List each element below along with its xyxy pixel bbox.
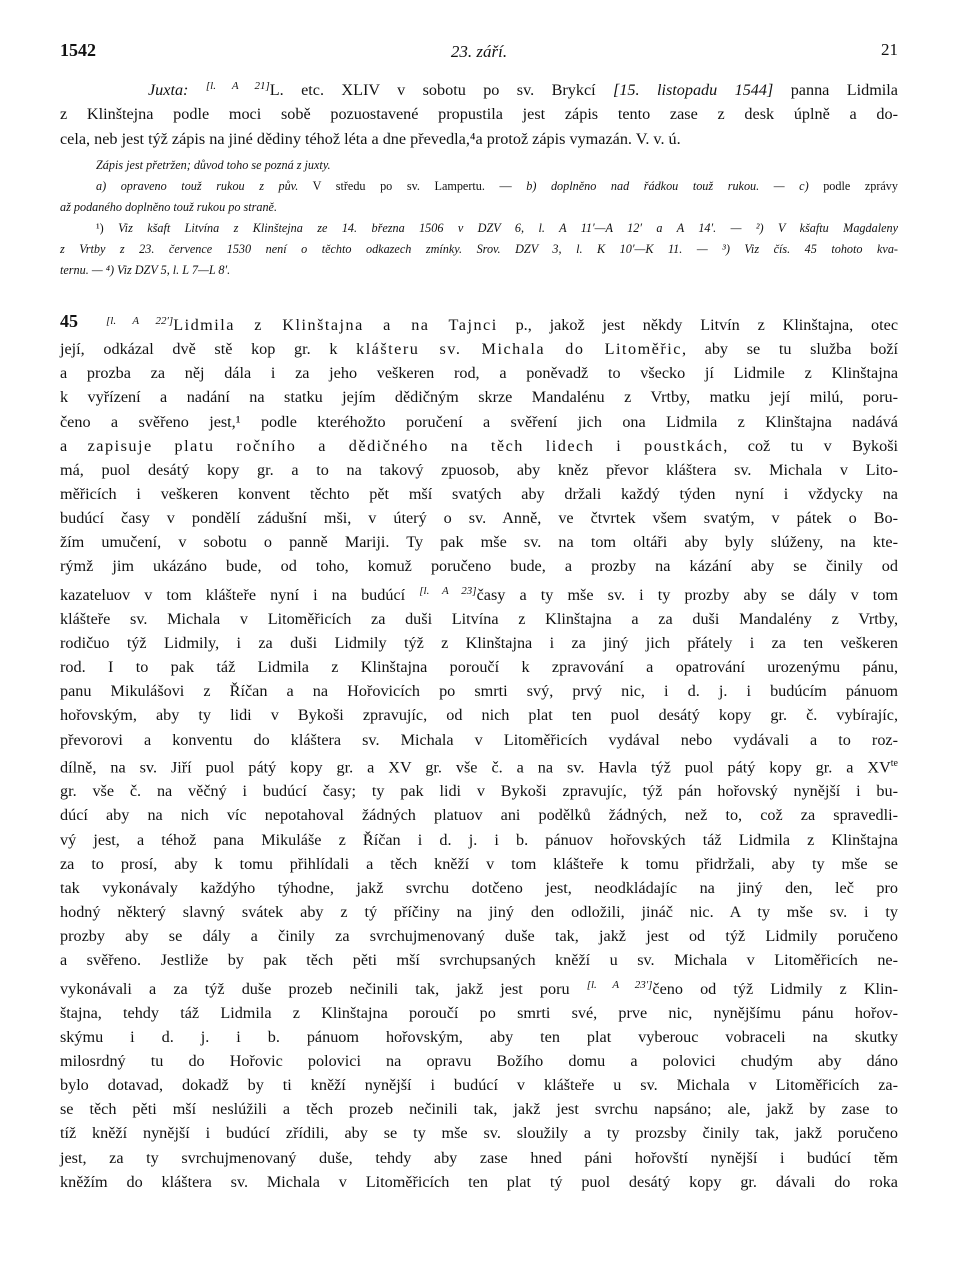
- entry-number: 45: [60, 310, 78, 331]
- text-line: tak vykonávaly každýho týhodne, jakž svrchu dotčeno jest, neodkládajíc na jiný den, leč pro: [60, 878, 898, 897]
- text-line: vý jest, a téhož pana Mikuláše z Říčan i d. j. i b. pánuov hořovských táž Lidmila z Klinštajna: [60, 830, 898, 849]
- text-line: žím umučení, v sobotu o panně Mariji. Ty pak mše sv. na tom oltáři aby byly slúženy, na kte-: [60, 533, 898, 552]
- text-line: převorovi a konventu do kláštera sv. Michala v Litoměřicích vydával nebo vydávali a to roz-: [60, 730, 898, 749]
- text-line: cela, neb jest týž zápis na jiné dědiny téhož léta a dne převedla,⁴a protož zápis vymazán. V. v. ú.: [60, 129, 681, 148]
- text-line: a zapisuje platu ročního a dědičného na těch lidech i poustkách, což tu v Bykoši: [60, 436, 899, 455]
- text-line: a svěřeno. Jestliže by pak těch pěti mší svrchupsaných kněží u sv. Michala v Litoměřicích ne-: [60, 951, 898, 970]
- document-page: [60, 40, 898, 1194]
- header-year: 1542: [60, 40, 96, 60]
- text-line: čeno a svěřeno jest,¹ podle kteréhožto poručení a svěření jich ona Lidmila z Klinštajna nadává: [60, 412, 898, 431]
- footnote: ¹) Viz kšaft Litvína z Klinštejna ze 14. března 1506 v DZV 6, l. A 11′—A 12′ a A 14′. — ²) V kšaftu Magdaleny: [96, 220, 899, 235]
- struck-note: Zápis jest přetržen; důvod toho se pozná z juxty.: [96, 157, 331, 172]
- text-line: hodný některý slavný svátek aby z tý příčiny na jiný den odložili, jináč nic. A ty mše sv. i ty: [60, 903, 898, 922]
- text-line: hořovským, aby ty lidi v Bykoši zpravujíc, od nich plat ten puol desátý kopy gr. č. vybírajíc,: [60, 706, 898, 725]
- page-number: 21: [881, 40, 898, 59]
- text-line: [l. A 22′]Lidmila z Klinštajna a na Tajnci p., jakož jest někdy Litvín z Klinštajna, otec: [106, 314, 899, 334]
- text-line: rýmž jim ukázáno bude, od toho, komuž poručeno bude, a prozby na kázání aby se činily od: [60, 557, 898, 576]
- text-line: tíž kněží nynější i budúcí zřídili, aby se ty mše sv. sloužily a ty prozsby činily tak, jakž poručeno: [60, 1124, 898, 1143]
- text-line: štajna, tehdy táž Lidmila z Klinštajna poroučí po smrti své, prve nic, nynějšímu pánu hořov-: [60, 1003, 898, 1022]
- entry-juxta: [60, 74, 898, 151]
- text-line: gr. vše č. na věčný i budúcí časy; ty pak lidi v Bykoši zpravujíc, týž pán hořovský nynější i bu-: [60, 782, 898, 801]
- text-line: milosrdný tu do Hořovic polovici na opravu Božího domu a polovici chudým aby dáno: [60, 1051, 898, 1070]
- text-line: dúcí aby na nich víc nepotahoval žádných platuov ani podělků žádných, než to, což za spravedli-: [60, 806, 898, 825]
- apparatus-notes: [60, 155, 898, 281]
- text-line: kazateluov v tom klášteře nyní i na budúcí [l. A 23]časy a ty mše sv. i ty prozby aby se dály v tom: [60, 584, 898, 604]
- page-header: [60, 40, 898, 74]
- text-line: rod. I to pak táž Lidmila z Klinštajna poroučí k zpravování a opatrování urozenýmu pánu,: [60, 658, 898, 677]
- entry-45: [60, 309, 898, 1194]
- text-line: panu Mikulášovi z Říčan a na Hořovicích po smrti svý, prvý nic, i d. j. i budúcím pánuom: [60, 682, 898, 701]
- text-line: bylo dotavad, dokadž by ti kněží nynější i budúcí v klášteře u sv. Michala v Litoměřicích za-: [60, 1076, 898, 1095]
- text-line: skýmu i d. j. i b. pánuom hořovským, aby ten plat vyberouc vobraceli na skutky: [60, 1027, 898, 1046]
- text-line: a prozba za něj dála i za jeho veškeren rod, a poněvadž to všecko jí Lidmile z Klinštajna: [60, 364, 898, 383]
- text-line: rodičuo týž Lidmily, i za duši Lidmily týž z Klinštajna i za jiný jich přátely i za ten veškeren: [60, 633, 898, 652]
- textual-note: až podaného doplněno touž rukou po straně.: [60, 199, 277, 214]
- text-line: její, odkázal dvě stě kop gr. k klášteru sv. Michala do Litoměřic, aby se tu služba boží: [60, 340, 898, 359]
- text-line: kněžím do kláštera sv. Michala v Litoměřicích ten plat tý puol desátý kopy gr. dávali do roka: [60, 1172, 898, 1191]
- text-line: dílně, na sv. Jiří puol pátý kopy gr. a XV gr. vše č. a na sv. Havla týž puol pátý kopy gr. a $XV^{te}$: [60, 757, 898, 777]
- text-line: má, puol desátý kopy gr. a to na takový zpuosob, aby kněz převor kláštera sv. Michala v Lito-: [60, 460, 898, 479]
- textual-note: a) opraveno touž rukou z pův. V středu po sv. Lampertu. — b) doplněno nad řádkou touž rukou. — c) podle zprávy: [96, 178, 898, 193]
- text-line: měřicích i veškeren konvent těchto pět mší svatých aby držali každý týden nyní i vždycky na: [60, 484, 898, 503]
- text-line: klášteře sv. Michala v Litoměřicích za duši Litvína z Klinštajna a za duši Mandalény z Vrtby,: [60, 609, 898, 628]
- text-line: z Klinštejna podle moci sobě pozuostavené propustila jest zápis tento zase z desk úplně a do-: [60, 105, 898, 124]
- text-line: k vyřízení a nadání na statku jejím dědičným skrze Mandalénu z Vrtby, matku její milú, poru-: [60, 388, 898, 407]
- text-line: vykonávali a za týž duše prozeb nečinili tak, jakž jest poru [l. A 23′]čeno od týž Lidmily z Klin-: [60, 978, 899, 998]
- text-line: budúcí časy v pondělí zádušní mši, v úterý o sv. Anně, ve čtvrtek všem svatým, v pátek o Bo-: [60, 509, 898, 528]
- footnote: ternu. — ⁴) Viz DZV 5, l. L 7—L 8′.: [60, 262, 231, 277]
- text-line: za to prosí, aby k tomu přihlídali a těch kněží v tom klášteře k tomu přidržali, aby ty mše se: [60, 854, 898, 873]
- text-line: prozby aby se dály a činily za svrchujmenovaný duše tak, jakž jest od týž Lidmily poručeno: [60, 927, 898, 946]
- text-line: se těch pěti mší neslúžili a těch prozeb nečinili tak, jakž jest svrchu napsáno; ale, jakž by zase to: [60, 1100, 898, 1119]
- text-line: Juxta: [l. A 21]L. etc. XLIV v sobotu po sv. Brykcí [15. listopadu 1544] panna Lidmila: [148, 80, 898, 99]
- header-date: 23. září.: [450, 42, 508, 61]
- footnote: z Vrtby z 23. července 1530 není o těchto odkazech zmínky. Srov. DZV 3, l. K 10′—K 11. — ³) Viz čís. 45 tohoto kva-: [60, 241, 898, 256]
- text-line: jest, za ty svrchujmenovaný duše, tehdy aby zase hned páni hořovští nynější i budúcí těm: [60, 1148, 898, 1167]
